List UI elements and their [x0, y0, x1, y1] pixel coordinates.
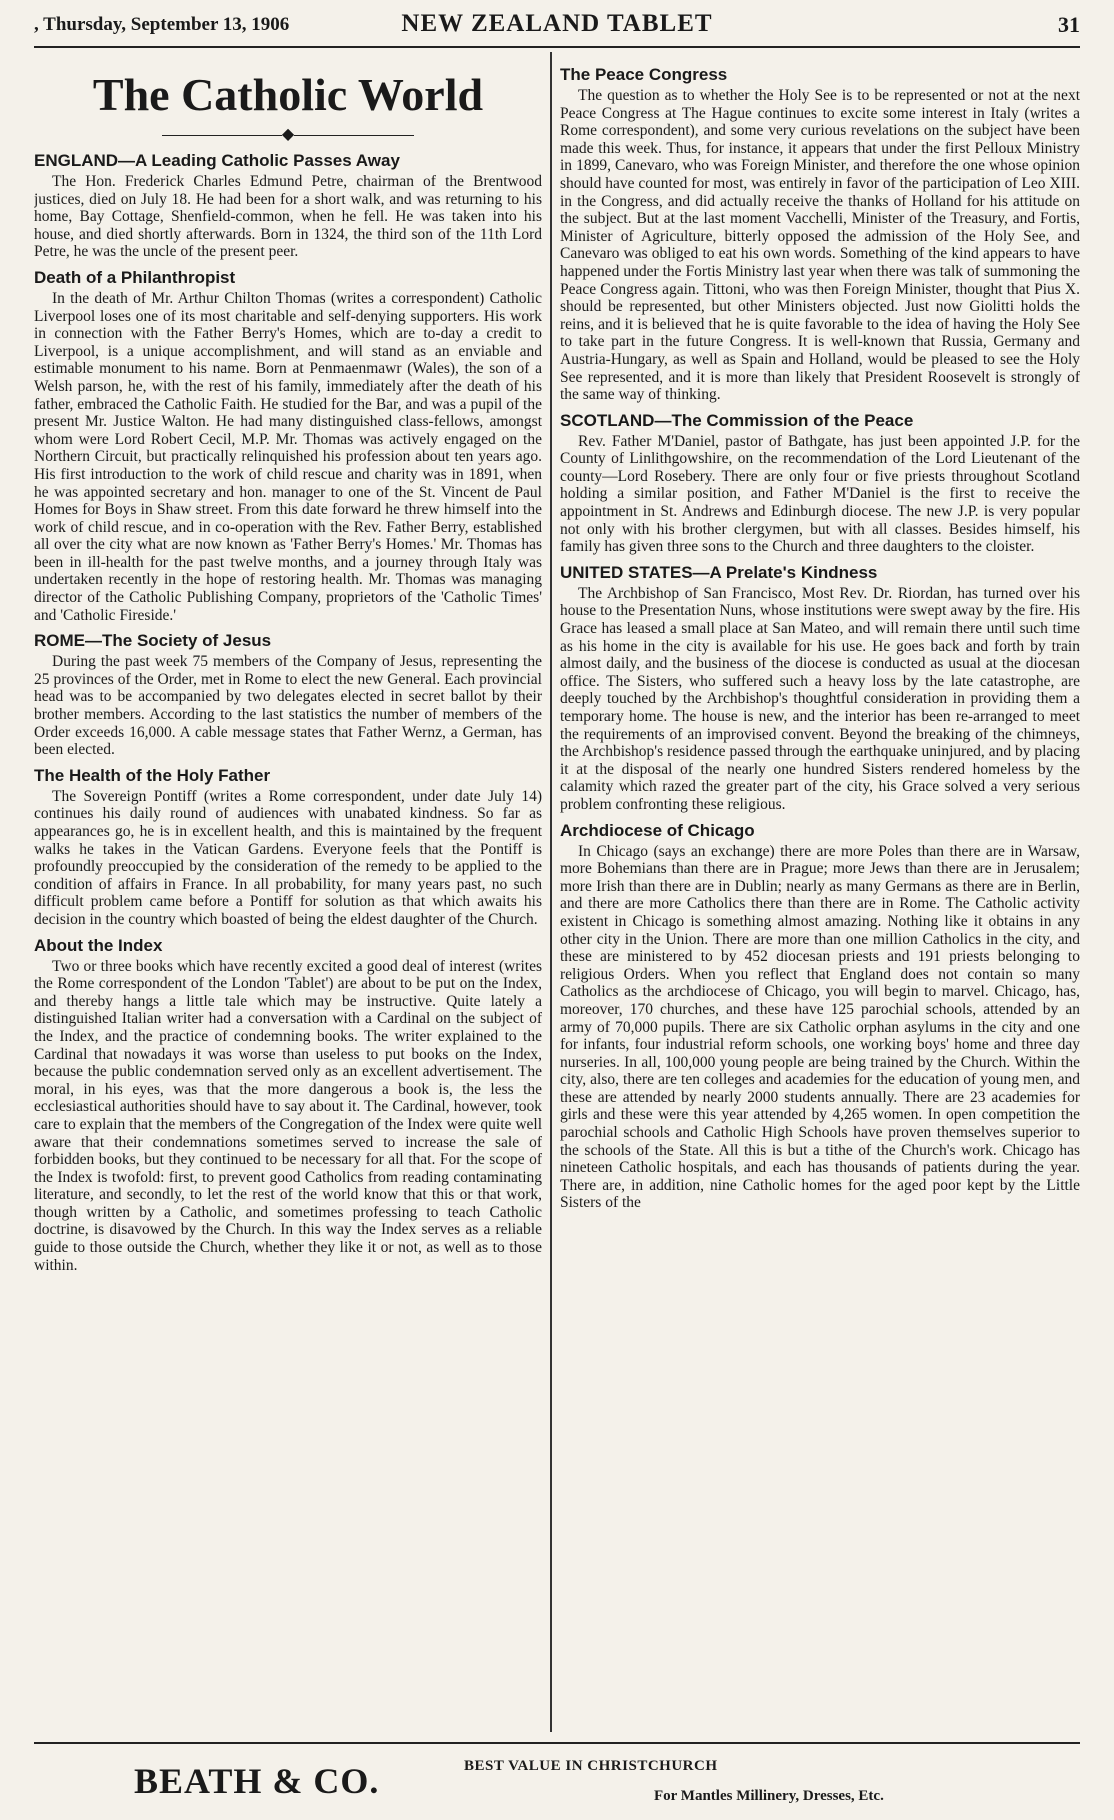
- article: [34, 267, 542, 624]
- article-paragraph: In the death of Mr. Arthur Chilton Thomas (writes a correspondent) Catholic Liverpool loses one of its most charitable and self-denying supporters. His work in connection with the Father Berry's Homes, which are to-day a credit to Liverpool, is a unique accomplishment, and will stand as an enviable and estimable monument to his name. Born at Penmaenmawr (Wales), the son of a Welsh parson, he, with the rest of his family, immediately after the death of his father, embraced the Catholic Faith. He studied for the Bar, and was a pupil of the present Mr. Justice Walton. He had many distinguished class-fellows, amongst whom were Lord Robert Cecil, M.P. Mr. Thomas was actively engaged on the Northern Circuit, but practically relinquished his profession about ten years ago. His first introduction to the work of child rescue and charity was in 1891, when he was appointed secretary and hon. manager to one of the St. Vincent de Paul Homes for Boys in Shaw street. From this date forward he threw himself into the work of child rescue, and in co-operation with the Rev. Father Berry, established all over the city what are now known as 'Father Berry's Homes.' Mr. Thomas has been in ill-health for the past twelve months, and a journey through Italy was undertaken recently in the hope of restoring health. Mr. Thomas was managing director of the Catholic Publishing Company, proprietors of the 'Catholic Times' and 'Catholic Fireside.': [34, 289, 542, 624]
- article-paragraph: The Sovereign Pontiff (writes a Rome correspondent, under date July 14) continues his daily round of audiences with unabated kindness. So far as appearances go, he is in excellent health, and this is maintained by the frequent walks he takes in the Vatican Gardens. Everyone feels that the Pontiff is profoundly preoccupied by the consideration of the remedy to be applied to the condition of affairs in France. In all probability, for many years past, no such difficult problem came before a Pontiff for solution as that which awaits his decision in the country which boasted of being the eldest daughter of the Church.: [34, 787, 542, 928]
- article-paragraph: Rev. Father M'Daniel, pastor of Bathgate, has just been appointed J.P. for the County of Linlithgowshire, on the recommendation of the Lord Lieutenant of the county—Lord Rosebery. There are only four or five priests throughout Scotland holding a similar position, and Father M'Daniel is the first to receive the appointment in St. Andrews and Edinburgh diocese. The new J.P. is very popular not only with his brother clergymen, but with all classes. Besides himself, his family has given three sons to the Church and three daughters to the cloister.: [560, 432, 1080, 556]
- article-paragraph: The question as to whether the Holy See is to be represented or not at the next Peace Congress at The Hague continues to excite some interest in Italy (writes a Rome correspondent), and some very curious revelations on the subject have been made this week. Thus, for instance, it appears that under the first Pelloux Ministry in 1899, Canevaro, who was Foreign Minister, and therefore the one whose opinion should have counted for most, was entirely in favor of the participation of Leo XIII. in the Congress, and did actually receive the thanks of Holland for his attitude on the subject. But at the last moment Vacchelli, Minister of the Treasury, and Fortis, Minister of Agriculture, bitterly opposed the admission of the Holy See, and Canevaro was obliged to eat his own words. Something of the kind appears to have happened under the Fortis Ministry last year when there was talk of summoning the Peace Congress again. Tittoni, who was then Foreign Minister, thought that Pius X. should be represented, but other Ministers objected. Just now Giolitti holds the reins, and it is believed that he is quite favorable to the idea of having the Holy See to take part in the future Congress. It is well-known that Russia, Germany and Austria-Hungary, as well as Spain and Holland, would be pleased to see the Holy See represented, and it is more than likely that President Roosevelt is strongly of the same way of thinking.: [560, 87, 1080, 404]
- paper-name: NEW ZEALAND TABLET: [401, 10, 713, 37]
- advertiser-brand: BEATH & CO.: [134, 1761, 380, 1801]
- article: [560, 820, 1080, 1212]
- advertiser-products: For Mantles Millinery, Dresses, Etc.: [654, 1788, 884, 1804]
- section-title: The Catholic World: [92, 69, 484, 120]
- issue-date: , Thursday, September 13, 1906: [34, 14, 290, 35]
- article-heading: SCOTLAND—The Commission of the Peace: [560, 410, 914, 430]
- masthead-rule: [34, 46, 1080, 48]
- ornament-divider: [34, 126, 542, 144]
- article: [34, 630, 542, 759]
- article-heading: Death of a Philanthropist: [34, 267, 236, 287]
- article-heading: The Peace Congress: [560, 65, 728, 84]
- article: [560, 410, 1080, 556]
- article: [34, 935, 542, 1275]
- article: [560, 64, 1080, 404]
- article-heading: ROME—The Society of Jesus: [34, 631, 272, 651]
- article: [34, 765, 542, 929]
- article-heading: The Health of the Holy Father: [34, 765, 271, 785]
- advertiser-slogan: BEST VALUE IN CHRISTCHURCH: [464, 1758, 718, 1774]
- page-number: 31: [1058, 12, 1080, 37]
- article-heading: ENGLAND—A Leading Catholic Passes Away: [34, 151, 400, 170]
- left-column: [34, 58, 542, 1730]
- article-paragraph: The Hon. Frederick Charles Edmund Petre, chairman of the Brentwood justices, died on July 18. He had been for a short walk, and was returning to his home, Bay Cottage, Shenfield-common, when he fell. He was taken into his house, and died shortly afterwards. Born in 1324, the third son of the 11th Lord Petre, he was the uncle of the present peer.: [34, 173, 542, 261]
- masthead: [34, 8, 1080, 42]
- article: [560, 562, 1080, 814]
- article-paragraph: In Chicago (says an exchange) there are more Poles than there are in Warsaw, more Bohemians than there are in Prague; more Jews than there are in Jerusalem; more Irish than there are in Dublin; nearly as many Germans as there are in Berlin, and there are more Catholics there than there are in Rome. The Catholic activity existent in Chicago is something almost amazing. Nothing like it obtains in any other city in the Union. There are more than one million Catholics in the city, and these are ministered to by 452 diocesan priests and 191 priests belonging to religious Orders. When you reflect that England does not contain so many Catholics as the archdiocese of Chicago, you will begin to marvel. Chicago, has, moreover, 170 churches, and these have 125 parochial schools, attended by an army of 70,000 pupils. There are six Catholic orphan asylums in the city and one for infants, four industrial reform schools, one working boys' home and three day nurseries. In all, 100,000 young people are being trained by the Church. Within the city, also, there are ten colleges and academies for the education of young men, and these are attended by nearly 2000 students annually. There are 23 academies for girls and these were this year attended by 4,265 women. In open competition the parochial schools and Catholic High Schools have proven themselves superior to the schools of the State. All this is but a tithe of the Church's work. Chicago has nineteen Catholic hospitals, and each has thousands of patients during the year. There are, in addition, nine Catholic homes for the aged poor kept by the Little Sisters of the: [560, 842, 1080, 1212]
- right-column: [560, 58, 1080, 1730]
- article: [34, 150, 542, 261]
- article-paragraph: During the past week 75 members of the Company of Jesus, representing the 25 provinces of the Order, met in Rome to elect the new General. Each provincial head was to be accompanied by two delegates elected in secret ballot by their brother members. According to the last statistics the number of members of the Order exceeds 16,000. A cable message states that Father Wernz, a German, has been elected.: [34, 653, 542, 759]
- article-paragraph: Two or three books which have recently excited a good deal of interest (writes the Rome correspondent of the London 'Tablet') are about to be put on the Index, and thereby hangs a little tale which may be instructive. Quite lately a distinguished Italian writer had a conversation with a Cardinal on the subject of the Index, and the practice of condemning books. The writer explained to the Cardinal that nowadays it was worse than useless to put books on the Index, because the public condemnation served only as an excellent advertisement. The moral, in his eyes, was that the more dangerous a book is, the less the ecclesiastical authorities should have to say about it. The Cardinal, however, took care to explain that the members of the Congregation of the Index were quite well aware that their condemnations sometimes served to increase the sale of forbidden books, but they continued to be necessary for all that. For the scope of the Index is twofold: first, to prevent good Catholics from reading contaminating literature, and secondly, to let the rest of the world know that this or that work, though written by a Catholic, and sometimes professing to teach Catholic doctrine, is disavowed by the Church. In this way the Index serves as a reliable guide to those outside the Church, whether they like it or not, as well as to those within.: [34, 957, 542, 1274]
- article-paragraph: The Archbishop of San Francisco, Most Rev. Dr. Riordan, has turned over his house to the Presentation Nuns, whose institutions were swept away by the fire. His Grace has leased a small place at San Mateo, and will remain there until such time as his home in the city is available for his use. He goes back and forth by train almost daily, and the business of the diocese is conducted as usual at the diocesan office. The Sisters, who suffered such a heavy loss by the late catastrophe, are deeply touched by the Archbishop's thoughtful consideration in providing them a temporary home. The house is new, and the interior has been re-arranged to meet the requirements of an improvised convent. Beyond the breaking of the chimneys, the Archbishop's residence passed through the earthquake uninjured, and by placing it at the disposal of the nearly one hundred Sisters rendered homeless by the calamity which razed the greater part of the city, his Grace solved a very serious problem confronting these religious.: [560, 584, 1080, 813]
- article-heading: UNITED STATES—A Prelate's Kindness: [560, 562, 878, 582]
- article-heading: About the Index: [34, 935, 163, 955]
- article-heading: Archdiocese of Chicago: [560, 820, 755, 840]
- diamond-icon: ◆: [281, 126, 295, 143]
- column-divider: [550, 52, 552, 1732]
- advertisement-footer: [34, 1742, 1080, 1814]
